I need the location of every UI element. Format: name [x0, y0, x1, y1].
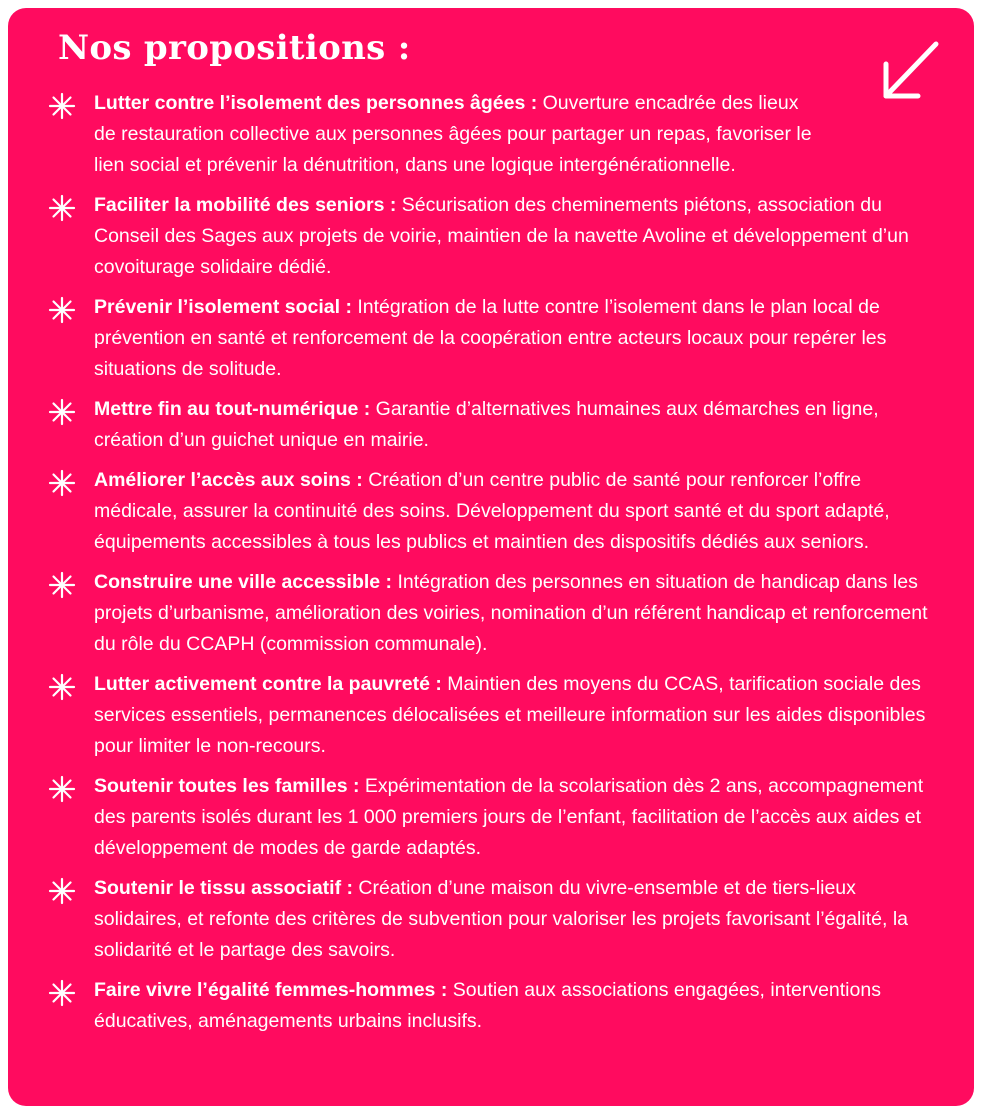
item-heading: Améliorer l’accès aux soins : — [94, 469, 363, 491]
list-item — [48, 465, 928, 558]
propositions-list — [48, 88, 928, 1046]
list-item — [48, 669, 928, 762]
item-text: Sécurisation des cheminements piétons, association du Conseil des Sages aux projets de voirie, maintien de la navette Avoline et développement d’un covoiturage solidaire dédié. — [94, 194, 909, 278]
list-item — [48, 292, 928, 385]
list-item — [48, 873, 928, 966]
list-item — [48, 975, 928, 1037]
item-heading: Faire vivre l’égalité femmes-hommes : — [94, 979, 448, 1001]
item-text: Création d’une maison du vivre-ensemble et de tiers-lieux solidaires, et refonte des critères de subvention pour valoriser les projets favorisant l’égalité, la solidarité et le partage des savoirs. — [94, 877, 909, 961]
asterisk-star-icon — [48, 469, 76, 497]
asterisk-star-icon — [48, 92, 76, 120]
item-text: Maintien des moyens du CCAS, tarification sociale des services essentiels, permanences délocalisées et meilleure information sur les aides disponibles pour limiter le non-recours. — [94, 673, 926, 757]
propositions-card — [8, 8, 974, 1106]
list-item — [48, 567, 928, 660]
item-heading: Lutter contre l’isolement des personnes âgées : — [94, 92, 538, 114]
item-heading: Soutenir le tissu associatif : — [94, 877, 353, 899]
item-text: Garantie d’alternatives humaines aux démarches en ligne, création d’un guichet unique en mairie. — [94, 398, 879, 451]
item-heading: Lutter activement contre la pauvreté : — [94, 673, 442, 695]
asterisk-star-icon — [48, 398, 76, 426]
item-text: Intégration de la lutte contre l’isolement dans le plan local de prévention en santé et renforcement de la coopération entre acteurs locaux pour repérer les situations de solitude. — [94, 296, 887, 380]
page-title: Nos propositions : — [58, 28, 411, 68]
asterisk-star-icon — [48, 296, 76, 324]
item-heading: Soutenir toutes les familles : — [94, 775, 360, 797]
asterisk-star-icon — [48, 673, 76, 701]
item-text: Intégration des personnes en situation de handicap dans les projets d’urbanisme, amélioration des voiries, nomination d’un référent handicap et renforcement du rôle du CCAPH (commission communale). — [94, 571, 928, 655]
item-heading: Prévenir l’isolement social : — [94, 296, 352, 318]
asterisk-star-icon — [48, 877, 76, 905]
asterisk-star-icon — [48, 979, 76, 1007]
item-heading: Construire une ville accessible : — [94, 571, 393, 593]
list-item — [48, 190, 928, 283]
item-text: Expérimentation de la scolarisation dès 2 ans, accompagnement des parents isolés durant les 1 000 premiers jours de l’enfant, facilitation de l’accès aux aides et développement de modes de garde adaptés. — [94, 775, 924, 859]
list-item — [48, 394, 928, 456]
item-text: Ouverture encadrée des lieux de restauration collective aux personnes âgées pour partager un repas, favoriser le lien social et prévenir la dénutrition, dans une logique intergénérationnelle. — [94, 92, 812, 176]
asterisk-star-icon — [48, 571, 76, 599]
list-item — [48, 771, 928, 864]
asterisk-star-icon — [48, 194, 76, 222]
list-item — [48, 88, 814, 181]
item-heading: Faciliter la mobilité des seniors : — [94, 194, 397, 216]
item-heading: Mettre fin au tout-numérique : — [94, 398, 371, 420]
item-text: Soutien aux associations engagées, interventions éducatives, aménagements urbains inclusifs. — [94, 979, 881, 1032]
asterisk-star-icon — [48, 775, 76, 803]
item-text: Création d’un centre public de santé pour renforcer l’offre médicale, assurer la continuité des soins. Développement du sport santé et du sport adapté, équipements accessibles à tous les publics et maintien des dispositifs dédiés aux seniors. — [94, 469, 890, 553]
